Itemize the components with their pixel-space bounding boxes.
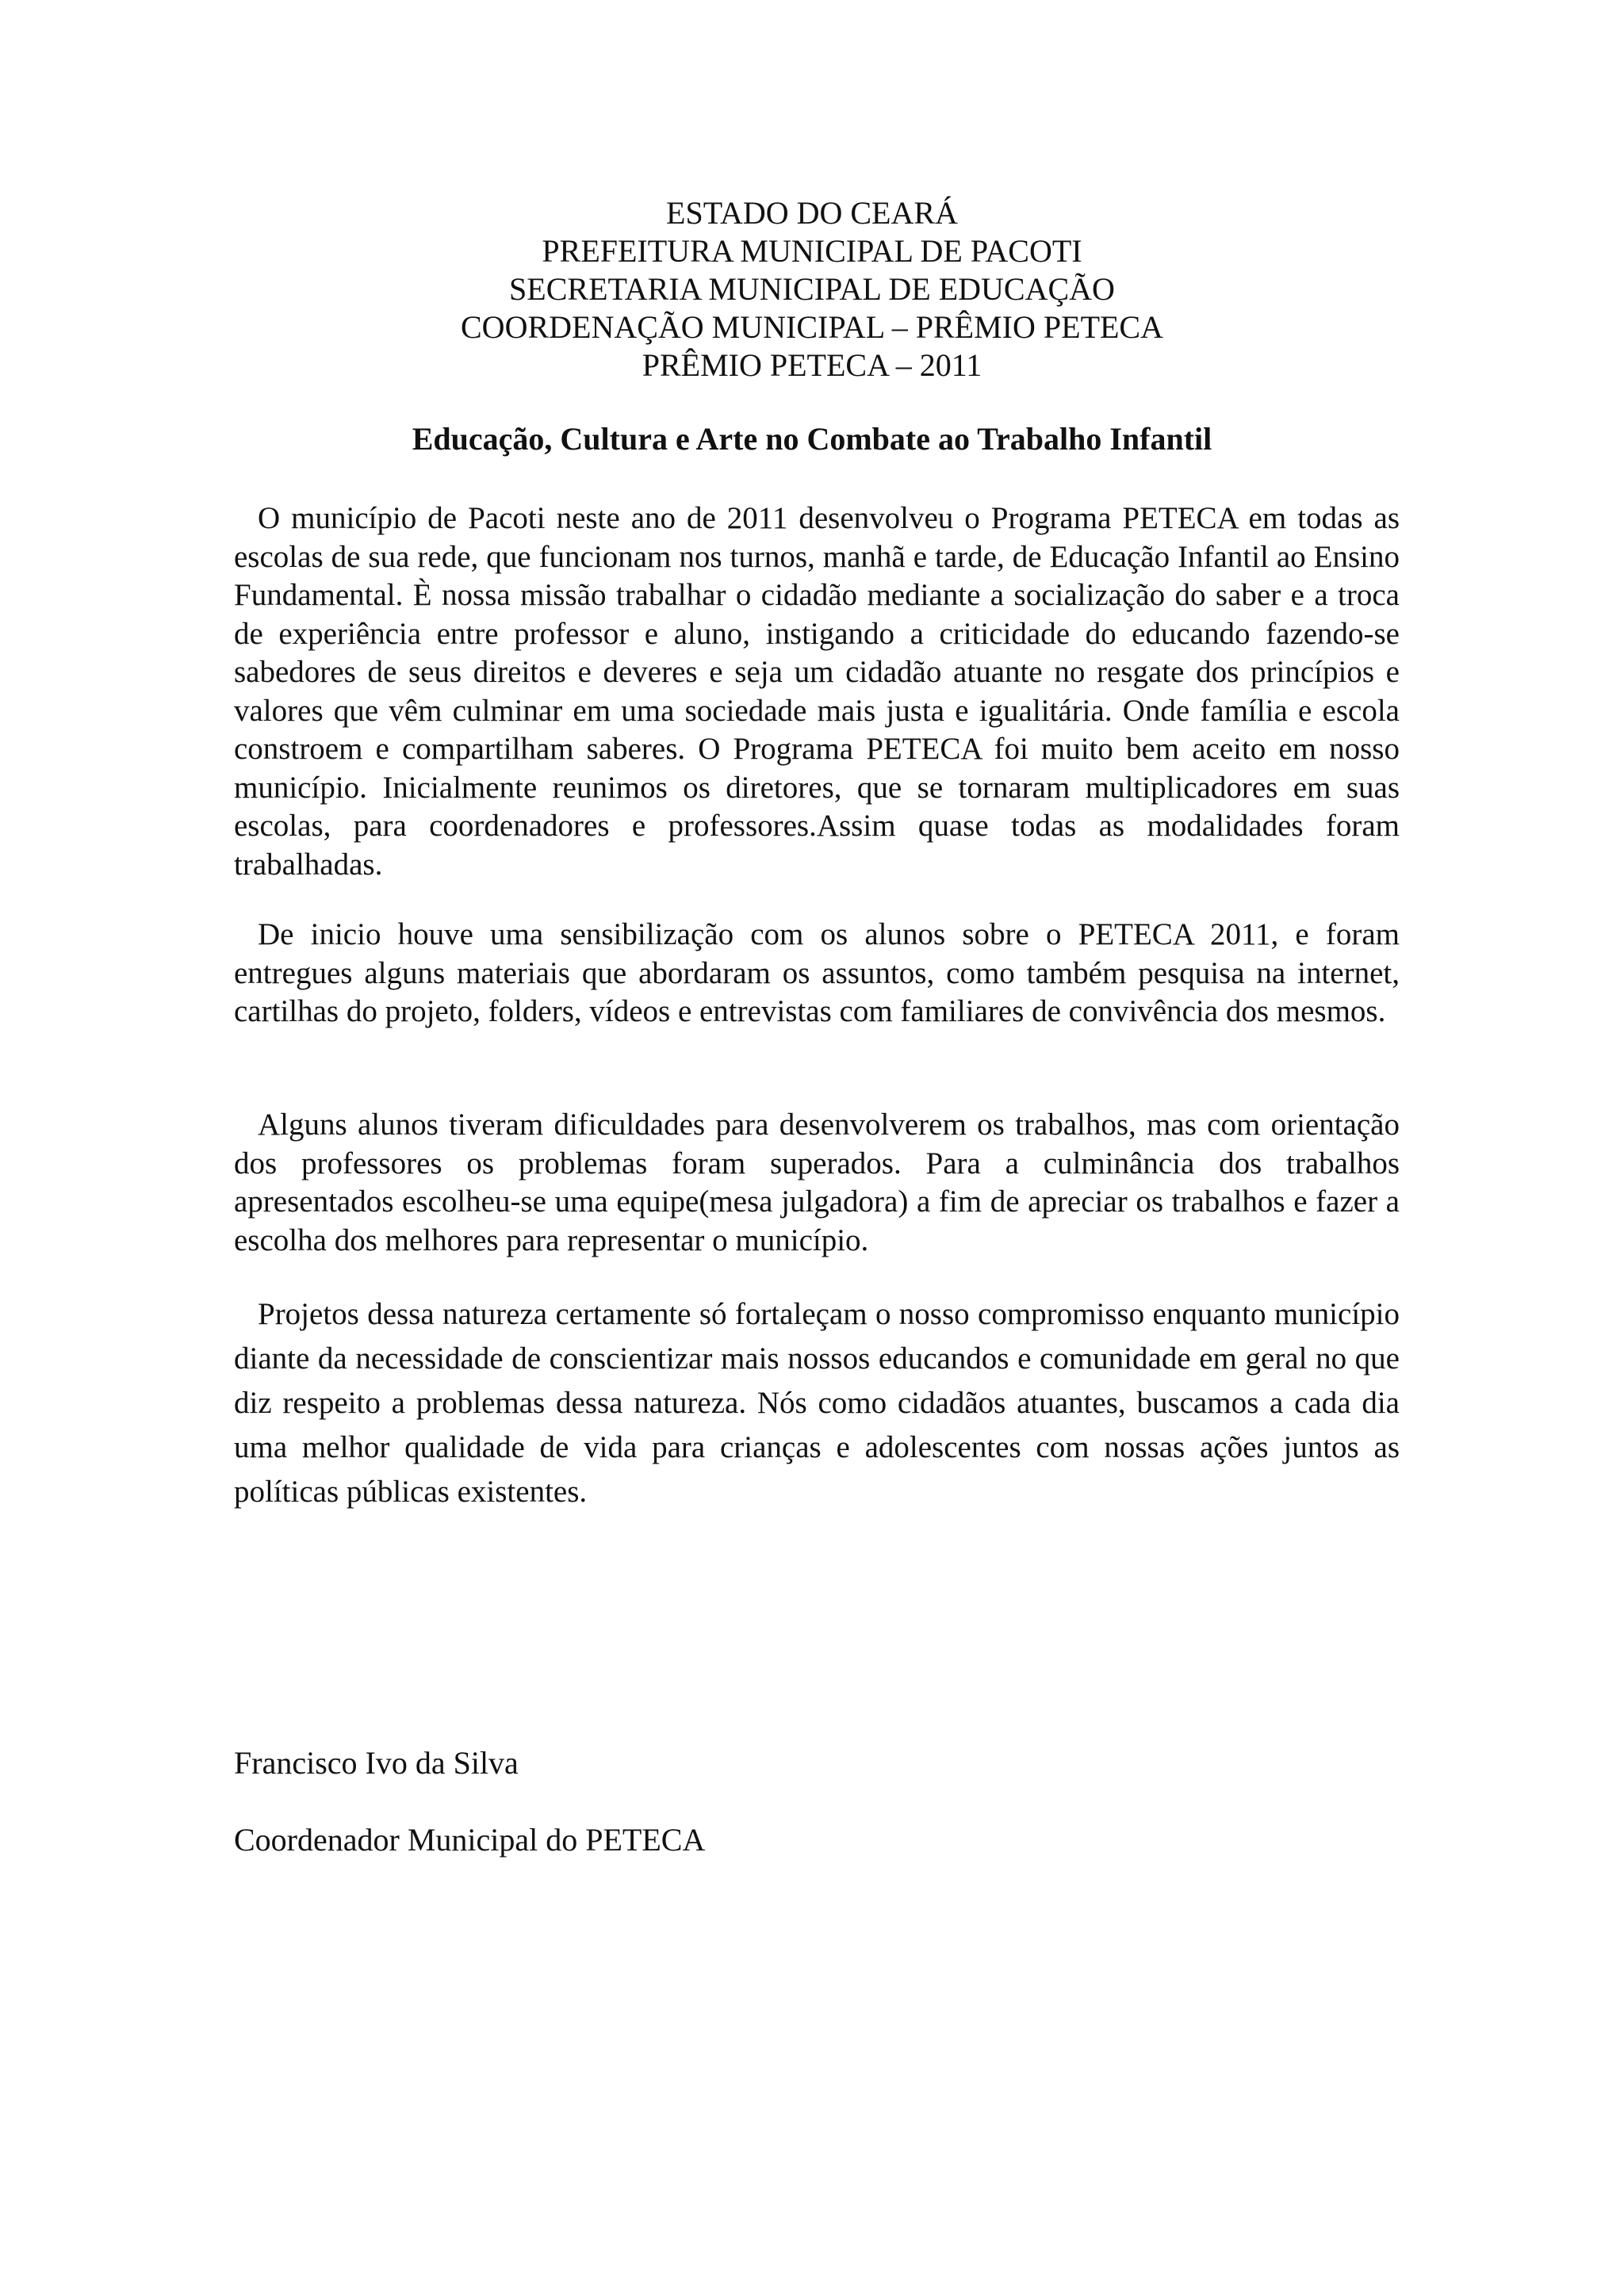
paragraph-4-text: Projetos dessa natureza certamente só fortaleçam o nosso compromisso enquanto município diante da necessidade de conscientizar mais nossos educandos e comunidade em geral no que diz respeito a problemas dessa natureza. Nós como cidadãos atuantes, buscamos a cada dia uma melhor qualidade de vida para crianças e adolescentes com nossas ações juntos as políticas públicas existentes. (234, 1297, 1400, 1509)
header-coordination: COORDENAÇÃO MUNICIPAL – PRÊMIO PETECA (461, 309, 1163, 345)
header-prefecture: PREFEITURA MUNICIPAL DE PACOTI (542, 233, 1082, 269)
header-state: ESTADO DO CEARÁ (666, 195, 958, 231)
paragraph-3-text: Alguns alunos tiveram dificuldades para desenvolverem os trabalhos, mas com orientação dos professores os problemas foram superados. Para a culminância dos trabalhos apresentados escolheu-se uma equipe(mesa julgadora) a fim de apreciar os trabalhos e fazer a escolha dos melhores para representar o município. (234, 1108, 1400, 1257)
paragraph-2-text: De inicio houve uma sensibilização com os alunos sobre o PETECA 2011, e foram entregues alguns materiais que abordaram os assuntos, como também pesquisa na internet, cartilhas do projeto, folders, vídeos e entrevistas com familiares de convivência dos mesmos. (234, 917, 1400, 1028)
paragraph-2 (234, 916, 1400, 1031)
signature-role: Coordenador Municipal do PETECA (234, 1822, 706, 1858)
document-header (0, 194, 1624, 385)
paragraph-1 (234, 499, 1400, 884)
signature-name: Francisco Ivo da Silva (234, 1745, 519, 1781)
header-secretariat: SECRETARIA MUNICIPAL DE EDUCAÇÃO (509, 271, 1115, 307)
paragraph-4 (234, 1292, 1400, 1514)
document-title: Educação, Cultura e Arte no Combate ao Trabalho Infantil (412, 421, 1212, 457)
paragraph-3 (234, 1106, 1400, 1260)
paragraph-1-text: O município de Pacoti neste ano de 2011 desenvolveu o Programa PETECA em todas as escolas de sua rede, que funcionam nos turnos, manhã e tarde, de Educação Infantil ao Ensino Fundamental. È nossa missão trabalhar o cidadão mediante a socialização do saber e a troca de experiência entre professor e aluno, instigando a criticidade do educando fazendo-se sabedores de seus direitos e deveres e seja um cidadão atuante no resgate dos princípios e valores que vêm culminar em uma sociedade mais justa e igualitária. Onde família e escola constroem e compartilham saberes. O Programa PETECA foi muito bem aceito em nosso município. Inicialmente reunimos os diretores, que se tornaram multiplicadores em suas escolas, para coordenadores e professores.Assim quase todas as modalidades foram trabalhadas. (234, 501, 1400, 882)
header-award: PRÊMIO PETECA – 2011 (642, 347, 982, 383)
